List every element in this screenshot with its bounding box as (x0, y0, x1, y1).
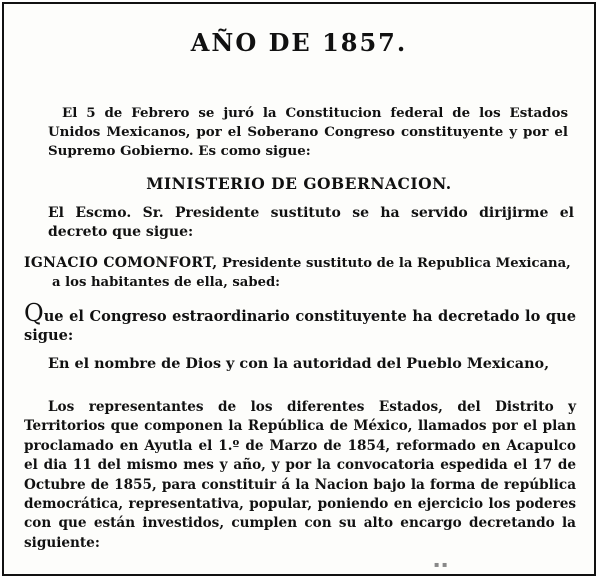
comonfort-title: Presidente sustituto de la Republica Mexicana, (217, 256, 571, 271)
decree-paragraph (48, 204, 574, 242)
congreso-text: ue el Congreso estraordinario constituyente ha decretado lo que sigue: (24, 308, 576, 344)
representantes-paragraph (24, 398, 576, 553)
nombre-paragraph (24, 354, 576, 373)
print-speck: ▪ ▪ (434, 560, 448, 569)
document-title: AÑO DE 1857. (190, 28, 408, 57)
comonfort-paragraph (24, 254, 574, 292)
document-page (2, 2, 596, 576)
intro-text: El 5 de Febrero se juró la Constitucion federal de los Estados Unidos Mexicanos, por el Soberano Congreso constituyente y por el Supremo Gobierno. Es como sigue: (48, 105, 568, 159)
congreso-paragraph (24, 299, 576, 345)
decree-text: El Escmo. Sr. Presidente sustituto se ha servido dirijirme el decreto que sigue: (48, 205, 574, 240)
intro-paragraph (48, 104, 568, 161)
drop-cap: Q (24, 299, 44, 327)
comonfort-name: IGNACIO COMONFORT, (24, 255, 218, 271)
ministry-heading: MINISTERIO DE GOBERNACION. (146, 174, 452, 193)
comonfort-line2: a los habitantes de ella, sabed: (52, 275, 281, 290)
nombre-text: En el nombre de Dios y con la autoridad del Pueblo Mexicano, (48, 355, 550, 372)
representantes-text: Los representantes de los diferentes Estados, del Distrito y Territorios que componen la República de México, llamados por el plan proclamado en Ayutla el 1.º de Marzo de 1854, reformado en Acapulco el dia 11 del mismo mes y año, y por la convocatoria espedida el 17 de Octubre de 1855, para constituir á la Nacion bajo la forma de república democrática, representativa, popular, poniendo en ejercicio los poderes con que están investidos, cumplen con su alto encargo decretando la siguiente: (24, 399, 576, 551)
